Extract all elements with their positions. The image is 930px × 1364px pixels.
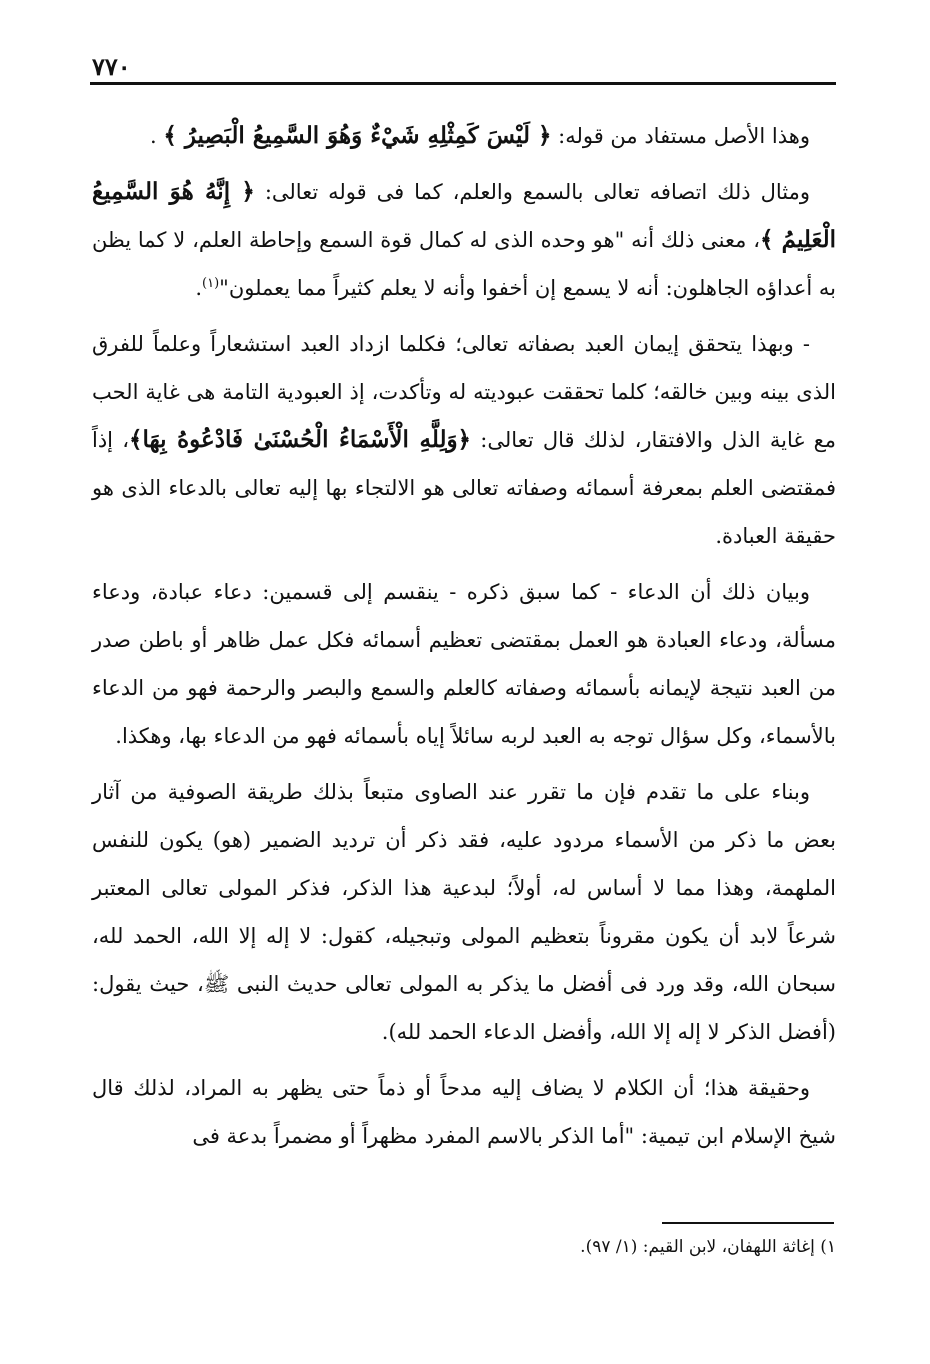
paragraph: [92, 168, 836, 312]
paragraph-text: وهذا الأصل مستفاد من قوله:: [551, 124, 810, 148]
quran-verse: ﴿ لَيْسَ كَمِثْلِهِ شَيْءٌ وَهُوَ السَّمِيعُ الْبَصِيرُ ﴾: [163, 122, 552, 149]
footnote: ١) إغاثة اللهفان، لابن القيم: (١/ ٩٧).: [580, 1237, 836, 1257]
paragraph-text: - وبهذا يتحقق إيمان العبد بصفاته تعالى؛ فكلما ازداد العبد استشعاراً وعلماً للفرق الذى بينه وبين خالقه؛ كلما تحققت عبوديته له وتأكدت، إذ العبودية التامة هى غاية الحب مع غاية الذل والافتقار، لذلك قال تعالى:: [92, 332, 836, 452]
paragraph-text: ، إذاً فمقتضى العلم بمعرفة أسمائه وصفاته تعالى هو الالتجاء بها إليه تعالى بالدعاء الذى هو حقيقة العبادة.: [92, 428, 836, 548]
paragraph: [92, 112, 836, 160]
quran-verse: ﴿وَلِلَّهِ الْأَسْمَاءُ الْحُسْنَىٰ فَادْعُوهُ بِهَا﴾: [129, 426, 472, 453]
paragraph-text: وبيان ذلك أن الدعاء - كما سبق ذكره - ينقسم إلى قسمين: دعاء عبادة، ودعاء مسألة، ودعاء العبادة هو العمل بمقتضى تعظيم أسمائه فكل عمل ظاهر أو باطن صدر من العبد نتيجة لإيمانه بأسمائه وصفاته كالعلم والسمع والبصر والرحمة فهو من الدعاء بالأسماء، وكل سؤال توجه به العبد لربه سائلاً إياه بأسمائه فهو من الدعاء بها، وهكذا.: [92, 580, 836, 748]
footnote-reference: (١): [202, 276, 220, 291]
paragraph: [92, 768, 836, 1056]
paragraph-text: .: [150, 124, 164, 148]
paragraph-text: ، معنى ذلك أنه "هو وحده الذى له كمال قوة السمع وإحاطة العلم، لا كما يظن به أعداؤه الجاهلون: أنه لا يسمع إن أخفوا وأنه لا يعلم كثيراً مما يعملون": [92, 228, 836, 300]
quran-verse: ﴿ إِنَّهُ هُوَ السَّمِيعُ الْعَلِيمُ ﴾: [92, 178, 837, 253]
paragraph-text: .: [195, 276, 203, 300]
page-number: ٧٧٠: [92, 52, 131, 81]
body-text: [92, 112, 836, 1168]
footnote-rule: [662, 1222, 834, 1224]
paragraph-text: ومثال ذلك اتصافه تعالى بالسمع والعلم، كما فى قوله تعالى:: [254, 180, 810, 204]
paragraph: [92, 1064, 836, 1160]
header-rule: [90, 82, 836, 85]
paragraph-text: وحقيقة هذا؛ أن الكلام لا يضاف إليه مدحاً أو ذماً حتى يظهر به المراد، لذلك قال شيخ الإسلام ابن تيمية: "أما الذكر بالاسم المفرد مظهراً أو مضمراً بدعة فى: [92, 1076, 836, 1148]
paragraph: [92, 568, 836, 760]
paragraph: [92, 320, 836, 560]
paragraph-text: وبناء على ما تقدم فإن ما تقرر عند الصاوى متبعاً بذلك طريقة الصوفية من آثار بعض ما ذكر من الأسماء مردود عليه، فقد ذكر أن ترديد الضمير (هو) يكون للنفس الملهمة، وهذا مما لا أساس له، أولاً؛ لبدعية هذا الذكر، فذكر المولى تعالى المعتبر شرعاً لابد أن يكون مقروناً بتعظيم المولى وتبجيله، كقول: لا إله إلا الله، الحمد لله، سبحان الله، وقد ورد فى أفضل ما يذكر به المولى تعالى حديث النبى ﷺ، حيث يقول: (أفضل الذكر لا إله إلا الله، وأفضل الدعاء الحمد لله).: [92, 780, 836, 1044]
